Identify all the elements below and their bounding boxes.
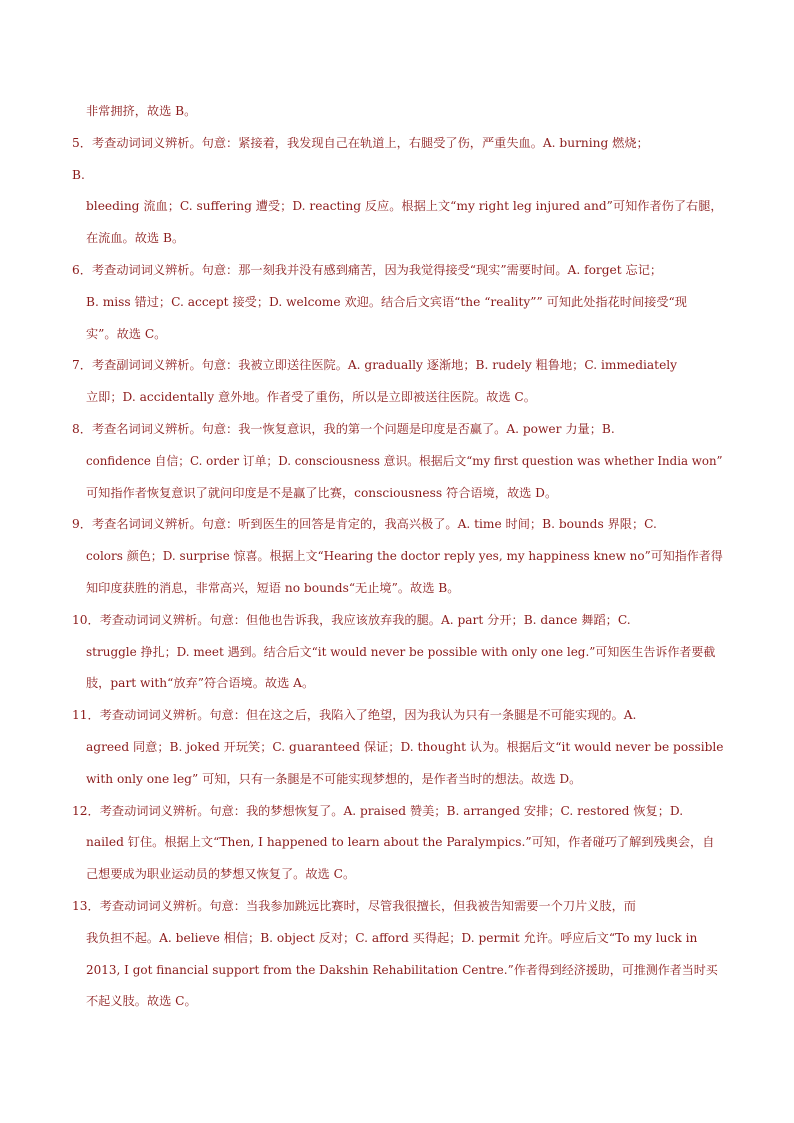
text-line: bleeding 流血；C. suffering 遭受；D. reacting 反应。根据上文“my right leg injured and”可知作者伤了右腿，	[86, 199, 723, 214]
text-line: B.	[72, 167, 85, 182]
text-line: confidence 自信；C. order 订单；D. consciousness 意识。根据后文“my first question was whether India won”	[86, 453, 723, 468]
text-line: 5．考查动词词义辨析。句意：紧接着，我发现自己在轨道上，右腿受了伤，严重失血。A. burning 燃烧；	[72, 135, 649, 150]
text-line: with only one leg” 可知，只有一条腿是不可能实现梦想的，是作者当时的想法。故选 D。	[86, 771, 582, 786]
text-line: B. miss 错过；C. accept 接受；D. welcome 欢迎。结合后文宾语“the “reality”” 可知此处指花时间接受“现	[86, 294, 687, 309]
text-line: 知印度获胜的消息，非常高兴，短语 no bounds“无止境”。故选 B。	[86, 580, 460, 595]
text-line: 7．考查副词词义辨析。句意：我被立即送往医院。A. gradually 逐渐地；B. rudely 粗鲁地；C. immediately	[72, 358, 678, 373]
text-line: 12．考查动词词义辨析。句意：我的梦想恢复了。A. praised 赞美；B. arranged 安排；C. restored 恢复；D.	[72, 803, 684, 818]
text-line: struggle 挣扎；D. meet 遇到。结合后文“it would never be possible with only one leg.”可知医生告诉作者要截	[86, 644, 716, 659]
text-line: 我负担不起。A. believe 相信；B. object 反对；C. afford 买得起；D. permit 允许。呼应后文“To my luck in	[86, 930, 698, 945]
text-line: 实”。故选 C。	[86, 326, 167, 341]
text-line: nailed 钉住。根据上文“Then, I happened to learn about the Paralympics.”可知，作者碰巧了解到残奥会，自	[86, 835, 715, 850]
text-line: 8．考查名词词义辨析。句意：我一恢复意识，我的第一个问题是印度是否赢了。A. power 力量；B.	[72, 421, 615, 436]
text-line: 立即；D. accidentally 意外地。作者受了重伤，所以是立即被送往医院。故选 C。	[86, 390, 536, 405]
text-line: colors 颜色；D. surprise 惊喜。根据上文“Hearing the doctor reply yes, my happiness knew no”可知指作者得	[86, 549, 723, 564]
text-line: 肢，part with“放弃”符合语境。故选 A。	[86, 676, 315, 691]
text-line: 己想要成为职业运动员的梦想又恢复了。故选 C。	[86, 867, 356, 882]
text-line: 非常拥挤，故选 B。	[86, 104, 197, 118]
text-line: 9．考查名词词义辨析。句意：听到医生的回答是肯定的，我高兴极了。A. time 时间；B. bounds 界限；C.	[72, 517, 657, 532]
text-line: 13．考查动词词义辨析。句意：当我参加跳远比赛时，尽管我很擅长，但我被告知需要一个刀片义肢，而	[72, 898, 636, 913]
text-line: 2013, I got financial support from the Dakshin Rehabilitation Centre.”作者得到经济援助，可推测作者当时买	[86, 962, 718, 977]
text-line: 不起义肢。故选 C。	[86, 994, 197, 1009]
text-line: 10．考查动词词义辨析。句意：但他也告诉我，我应该放弃我的腿。A. part 分开；B. dance 舞蹈；C.	[72, 612, 631, 627]
text-line: 可知指作者恢复意识了就问印度是不是赢了比赛，consciousness 符合语境，故选 D。	[86, 485, 558, 500]
answer-explanations	[72, 96, 724, 1018]
text-line: 在流血。故选 B。	[86, 231, 185, 246]
text-line: agreed 同意；B. joked 开玩笑；C. guaranteed 保证；D. thought 认为。根据后文“it would never be possible	[86, 739, 724, 754]
text-line: 11．考查动词词义辨析。句意：但在这之后，我陷入了绝望，因为我认为只有一条腿是不可能实现的。A.	[72, 708, 637, 723]
text-line: 6．考查动词词义辨析。句意：那一刻我并没有感到痛苦，因为我觉得接受“现实”需要时间。A. forget 忘记；	[72, 262, 663, 277]
